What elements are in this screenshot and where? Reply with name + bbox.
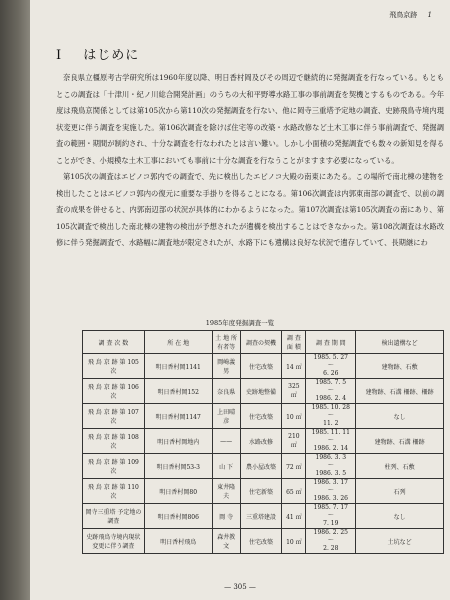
table-row [83,454,444,479]
location-cell: 明日香村飛鳥 [144,529,212,554]
findings-cell: 建物跡、石溝 柵跡、柵跡 [356,379,444,404]
period-line: 1986. 3. 17 [313,479,348,486]
table-row [83,479,444,504]
period-line: 1986. 2. 4 [315,395,347,402]
location-cell: 明日香村岡806 [144,504,212,529]
running-header [389,10,432,20]
survey-number-cell: 飛 鳥 京 跡 第 108 次 [83,429,145,454]
column-header: 調 査 面 積 [282,331,306,354]
section-title: はじめに [83,48,140,63]
column-header: 調 査 次 数 [83,331,145,354]
section-number: I [56,48,63,63]
table-caption: 1985年度発掘調査一覧 [205,319,275,327]
column-header: 調査の契機 [240,331,282,354]
location-cell: 明日香村岡152 [144,379,212,404]
findings-cell: 建物跡、石敷 [356,354,444,379]
area-cell: 210 ㎡ [282,429,306,454]
area-cell: 325 ㎡ [282,379,306,404]
survey-number-cell: 史跡飛鳥寺境内現状 変更に伴う調査 [83,529,145,554]
area-cell: 10 ㎡ [282,404,306,429]
table-header-row [83,331,444,354]
table-row [83,404,444,429]
area-cell: 41 ㎡ [282,504,306,529]
period-line: 〜 [327,512,334,519]
survey-number-cell: 飛 鳥 京 跡 第 106 次 [83,379,145,404]
area-cell: 65 ㎡ [282,479,306,504]
cause-cell: 住宅新築 [240,479,282,504]
period-cell [306,429,356,454]
findings-cell: なし [356,404,444,429]
owner-cell: 上田晴彦 [212,404,240,429]
paragraph: 奈良県立橿原考古学研究所は1960年度以降、明日香村岡及びその周辺で継続的に発掘調査を行なっている。もともとこの調査は「十津川・紀ノ川総合開発計画」のうちの大和平野導水路工事の事前調査を契機とするものである。今年度は飛鳥京関係としては第105次から第110次の発掘調査を行ない、他に岡寺三重塔予定地の調査、史跡飛鳥寺境内現状変更に伴う調査を実施した。第106次調査を除けば住宅等の改築・水路改修など土木工事に伴う事前調査で、発掘調査の範囲・期間が制約され、十分な調査を行なわれたとは言い難い。しかし小面積の発掘調査でも数々の新知見を得ることができ、小規模な土木工事においても事前に十分な調査を行なうことがますます必要になっている。 [56,73,444,165]
period-cell [306,354,356,379]
period-line: 1986. 2. 14 [313,445,348,452]
document-page [30,0,450,600]
owner-cell: 東井隆夫 [212,479,240,504]
findings-cell: なし [356,504,444,529]
period-line: 〜 [327,462,334,469]
header-title: 飛鳥京跡 [389,11,418,19]
table-row [83,429,444,454]
location-cell: 明日香村岡1147 [144,404,212,429]
period-line: 〜 [327,487,334,494]
owner-cell: 岡 寺 [212,504,240,529]
area-cell: 72 ㎡ [282,454,306,479]
cause-cell: 住宅改築 [240,404,282,429]
location-cell: 明日香村岡53-3 [144,454,212,479]
survey-number-cell: 岡寺三重塔 予定地の調査 [83,504,145,529]
period-line: 1986. 2. 25 [313,529,348,536]
period-line: 1985. 7. 5 [315,379,347,386]
period-line: 1985. 7. 17 [313,504,348,511]
period-line: 〜 [327,437,334,444]
owner-cell: —— [212,429,240,454]
location-cell: 明日香村岡地内 [144,429,212,454]
period-cell [306,404,356,429]
period-line: 7. 19 [323,520,339,527]
period-line: 1986. 3. 3 [315,454,347,461]
body-text [56,70,444,252]
column-header: 土 地 所有者等 [212,331,240,354]
area-cell: 14 ㎡ [282,354,306,379]
paragraph: 第105次の調査はエビノコ郭内での調査で、先に検出したエビノコ大殿の南東にあたる。この場所で南北棟の建物を検出したことはエビノコ郭内の復元に重要な手掛りを得ることになる。第106次調査は内郭東南部の調査で、以前の調査の成果を併せると、内郭南辺部の状況が具体的にわかるようになった。第107次調査は第105次調査の南にあり、第105次調査で検出した南北棟の建物の検出が予想されたが遺構を検出することはできなかった。第108次調査は水路改修に伴う発掘調査で、水路幅に調査地が限定されたが、水路下にも遺構は良好な状況で遺存していて、長期継にわ [56,172,444,247]
table-row [83,529,444,554]
column-header: 検出遺構など [356,331,444,354]
period-cell [306,529,356,554]
survey-number-cell: 飛 鳥 京 跡 第 109 次 [83,454,145,479]
period-line: 1985. 5. 27 [313,354,348,361]
survey-table [82,330,444,554]
page-number: — 305 — [224,583,256,591]
cause-cell: 水路改修 [240,429,282,454]
period-line: 〜 [327,362,334,369]
survey-number-cell: 飛 鳥 京 跡 第 110 次 [83,479,145,504]
period-line: 1986. 3. 5 [315,470,347,477]
table-body [83,354,444,554]
findings-cell: 土坑など [356,529,444,554]
period-line: 〜 [327,387,334,394]
column-header: 調 査 期 間 [306,331,356,354]
period-line: 1986. 3. 26 [313,495,348,502]
cause-cell: 住宅改築 [240,354,282,379]
owner-cell: 奈良県 [212,379,240,404]
location-cell: 明日香村岡1141 [144,354,212,379]
period-cell [306,479,356,504]
period-line: 11. 2 [323,420,339,427]
table-row [83,354,444,379]
header-page-mark: 1 [427,11,432,19]
table-row [83,379,444,404]
period-line: 〜 [327,412,334,419]
period-line: 1985. 11. 11 [311,429,350,436]
period-line: 1985. 10. 28 [311,404,350,411]
period-line: 〜 [327,537,334,544]
cause-cell: 住宅改築 [240,529,282,554]
area-cell: 10 ㎡ [282,529,306,554]
period-line: 6. 26 [323,370,339,377]
section-heading [56,44,139,63]
adjacent-page-edge [0,0,30,600]
period-cell [306,454,356,479]
cause-cell: 史跡地整備 [240,379,282,404]
survey-number-cell: 飛 鳥 京 跡 第 105 次 [83,354,145,379]
column-header: 所 在 地 [144,331,212,354]
table-row [83,504,444,529]
findings-cell: 建物跡、石溝 柵跡 [356,429,444,454]
survey-number-cell: 飛 鳥 京 跡 第 107 次 [83,404,145,429]
period-cell [306,379,356,404]
cause-cell: 三重塔建設 [240,504,282,529]
findings-cell: 柱列、石敷 [356,454,444,479]
owner-cell: 森井教文 [212,529,240,554]
period-line: 2. 28 [323,545,339,552]
cause-cell: 農小屋改築 [240,454,282,479]
owner-cell: 山 下 [212,454,240,479]
period-cell [306,504,356,529]
findings-cell: 石列 [356,479,444,504]
owner-cell: 岡崎義男 [212,354,240,379]
location-cell: 明日香村岡80 [144,479,212,504]
